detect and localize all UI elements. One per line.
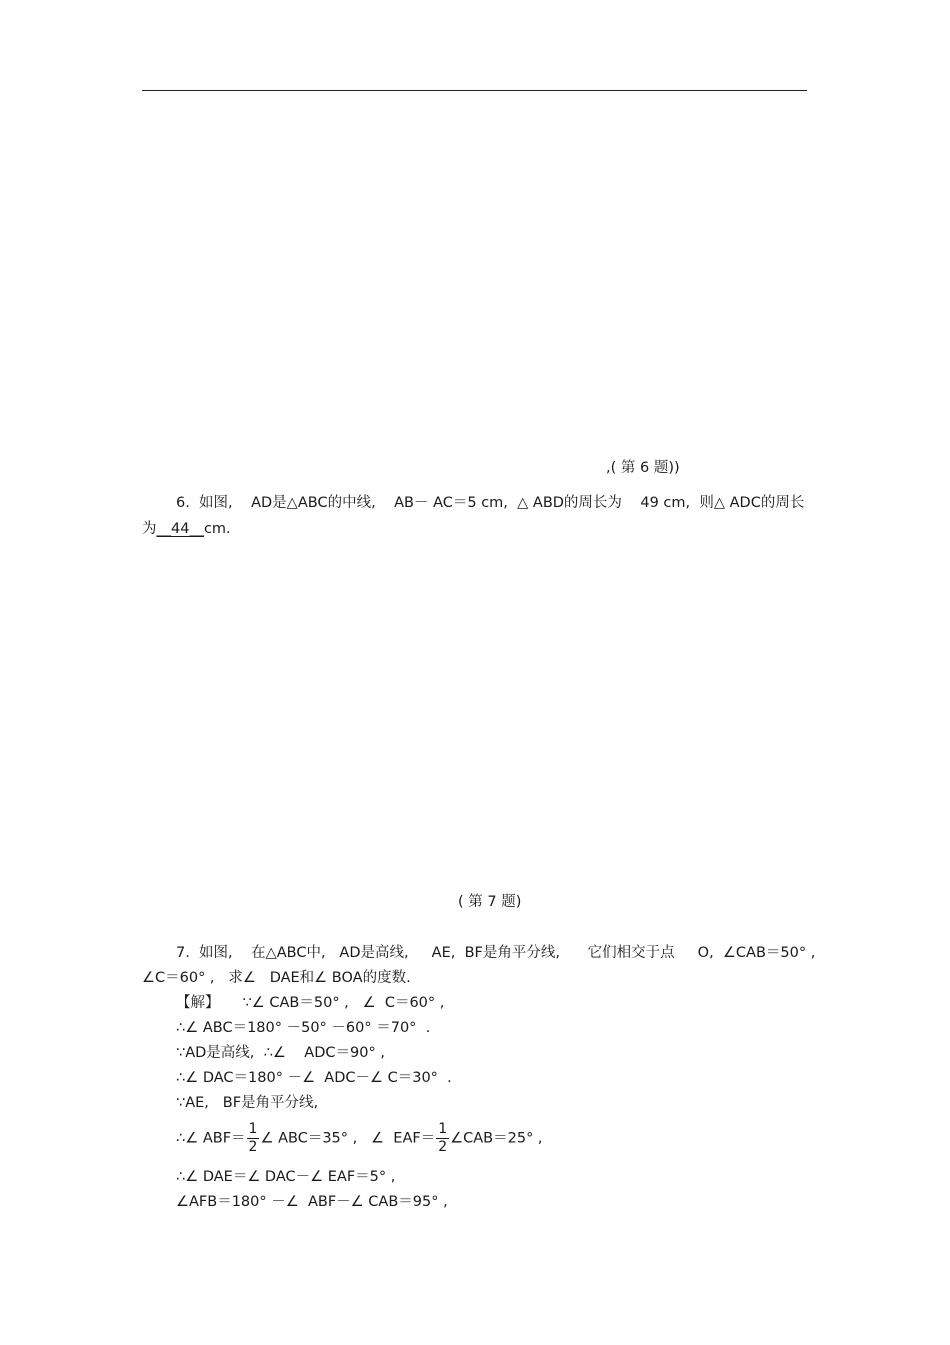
fraction-denominator: 2 — [438, 1139, 448, 1155]
q6-suffix: cm. — [203, 521, 231, 537]
figure-caption-q7: ( 第 7 题) — [458, 894, 522, 910]
fraction-numerator: 1 — [438, 1121, 448, 1137]
fraction-one-half-b — [436, 1121, 449, 1156]
header-rule — [142, 90, 807, 91]
solution-line-4: ∴∠ DAC＝180° －∠ ADC－∠ C＝30° . — [176, 1070, 452, 1086]
solution-line-3: ∵AD是高线, ∴∠ ADC＝90° , — [176, 1045, 385, 1061]
solution-line-7: ∴∠ DAE＝∠ DAC－∠ EAF＝5° , — [176, 1169, 396, 1185]
sol6-part-a: ∴∠ ABF＝ — [176, 1130, 246, 1147]
q7-line1: 7. 如图, 在△ABC中, AD是高线, AE, BF是角平分线, 它们相交于点 O, ∠CAB＝50° , — [176, 945, 816, 961]
fraction-numerator: 1 — [248, 1121, 258, 1137]
fraction-denominator: 2 — [248, 1139, 258, 1155]
solution-line-5: ∵AE, BF是角平分线, — [176, 1095, 319, 1111]
figure-caption-q6: ,( 第 6 题)) — [606, 460, 680, 476]
fraction-one-half-a — [247, 1121, 260, 1156]
q6-prefix: 为 — [142, 521, 157, 537]
q6-line2 — [142, 519, 231, 539]
q6-answer: __44__ — [156, 521, 204, 537]
q6-line1: 6. 如图, AD是△ABC的中线, AB－ AC＝5 cm, △ ABD的周长为 49 cm, 则△ ADC的周长 — [176, 495, 805, 511]
sol6-part-b: ∠ ABC＝35° , ∠ EAF＝ — [260, 1130, 436, 1147]
sol6-part-c: ∠CAB＝25° , — [450, 1130, 543, 1147]
q7-line2: ∠C＝60° , 求∠ DAE和∠ BOA的度数. — [142, 970, 411, 986]
solution-line-8: ∠AFB＝180° －∠ ABF－∠ CAB＝95° , — [176, 1194, 448, 1210]
solution-line-2: ∴∠ ABC＝180° －50° －60° ＝70° . — [176, 1020, 431, 1036]
solution-line-6 — [176, 1121, 543, 1156]
solution-line-1: 【解】 ∵∠ CAB＝50° , ∠ C＝60° , — [176, 995, 445, 1011]
